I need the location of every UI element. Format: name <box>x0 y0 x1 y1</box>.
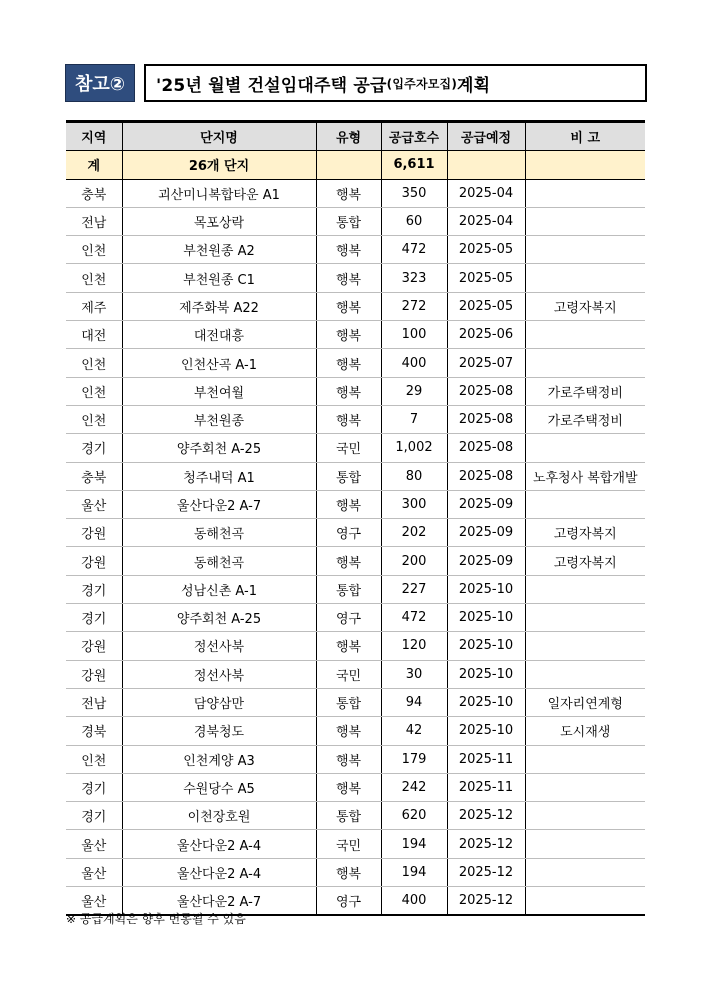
cell-name: 부천원종 A2 <box>122 236 316 264</box>
cell-region: 울산 <box>66 887 122 916</box>
cell-type: 행복 <box>316 632 381 660</box>
cell-units: 400 <box>381 887 447 916</box>
cell-type: 행복 <box>316 773 381 801</box>
cell-name: 경북청도 <box>122 717 316 745</box>
cell-name: 제주화북 A22 <box>122 292 316 320</box>
cell-note <box>525 660 645 688</box>
cell-note <box>525 179 645 207</box>
cell-note: 도시재생 <box>525 717 645 745</box>
cell-units: 400 <box>381 349 447 377</box>
column-header-note: 비 고 <box>525 122 645 151</box>
table-row <box>66 547 645 575</box>
cell-region: 인천 <box>66 236 122 264</box>
cell-type: 국민 <box>316 434 381 462</box>
supply-plan-table <box>66 120 645 916</box>
cell-region: 제주 <box>66 292 122 320</box>
table-row <box>66 858 645 886</box>
table-row <box>66 575 645 603</box>
cell-units: 472 <box>381 236 447 264</box>
total-type <box>316 151 381 179</box>
cell-type: 행복 <box>316 179 381 207</box>
table-row <box>66 377 645 405</box>
cell-name: 청주내덕 A1 <box>122 462 316 490</box>
total-region: 계 <box>66 151 122 179</box>
cell-type: 통합 <box>316 802 381 830</box>
cell-schedule: 2025-09 <box>447 547 525 575</box>
cell-region: 경기 <box>66 434 122 462</box>
cell-region: 인천 <box>66 405 122 433</box>
cell-type: 행복 <box>316 236 381 264</box>
cell-schedule: 2025-10 <box>447 604 525 632</box>
cell-type: 행복 <box>316 547 381 575</box>
table-row <box>66 434 645 462</box>
cell-units: 242 <box>381 773 447 801</box>
cell-name: 울산다운2 A-7 <box>122 887 316 916</box>
cell-units: 80 <box>381 462 447 490</box>
title-paren: (입주자모집) <box>386 76 458 91</box>
cell-schedule: 2025-12 <box>447 802 525 830</box>
column-header-schedule: 공급예정 <box>447 122 525 151</box>
cell-note: 가로주택정비 <box>525 377 645 405</box>
table-row <box>66 717 645 745</box>
cell-note: 고령자복지 <box>525 519 645 547</box>
cell-region: 울산 <box>66 490 122 518</box>
cell-type: 행복 <box>316 717 381 745</box>
cell-type: 통합 <box>316 688 381 716</box>
column-header-type: 유형 <box>316 122 381 151</box>
cell-schedule: 2025-10 <box>447 688 525 716</box>
cell-name: 울산다운2 A-4 <box>122 858 316 886</box>
cell-name: 부천원종 C1 <box>122 264 316 292</box>
cell-name: 대전대흥 <box>122 321 316 349</box>
cell-name: 동해천곡 <box>122 519 316 547</box>
cell-region: 경북 <box>66 717 122 745</box>
cell-units: 620 <box>381 802 447 830</box>
cell-note <box>525 575 645 603</box>
cell-type: 국민 <box>316 830 381 858</box>
cell-note <box>525 604 645 632</box>
table-row <box>66 490 645 518</box>
cell-type: 통합 <box>316 575 381 603</box>
cell-units: 7 <box>381 405 447 433</box>
table-row <box>66 179 645 207</box>
cell-type: 행복 <box>316 858 381 886</box>
cell-region: 경기 <box>66 802 122 830</box>
cell-note <box>525 802 645 830</box>
cell-name: 인천산곡 A-1 <box>122 349 316 377</box>
cell-units: 29 <box>381 377 447 405</box>
cell-type: 통합 <box>316 207 381 235</box>
cell-schedule: 2025-08 <box>447 405 525 433</box>
cell-schedule: 2025-10 <box>447 717 525 745</box>
cell-note: 고령자복지 <box>525 547 645 575</box>
cell-note <box>525 264 645 292</box>
cell-schedule: 2025-08 <box>447 434 525 462</box>
total-note <box>525 151 645 179</box>
cell-type: 행복 <box>316 264 381 292</box>
cell-units: 120 <box>381 632 447 660</box>
cell-region: 인천 <box>66 745 122 773</box>
table-row <box>66 802 645 830</box>
reference-badge: 참고② <box>65 64 135 102</box>
cell-schedule: 2025-07 <box>447 349 525 377</box>
table-row <box>66 688 645 716</box>
cell-region: 인천 <box>66 377 122 405</box>
cell-region: 대전 <box>66 321 122 349</box>
cell-note <box>525 490 645 518</box>
cell-schedule: 2025-09 <box>447 519 525 547</box>
table-row <box>66 462 645 490</box>
cell-schedule: 2025-10 <box>447 632 525 660</box>
cell-name: 정선사북 <box>122 660 316 688</box>
table-row <box>66 236 645 264</box>
cell-type: 행복 <box>316 405 381 433</box>
cell-units: 350 <box>381 179 447 207</box>
cell-schedule: 2025-05 <box>447 236 525 264</box>
cell-name: 수원당수 A5 <box>122 773 316 801</box>
cell-note <box>525 745 645 773</box>
table-row <box>66 349 645 377</box>
table-row <box>66 632 645 660</box>
cell-units: 94 <box>381 688 447 716</box>
cell-region: 충북 <box>66 462 122 490</box>
document-title <box>144 64 647 102</box>
cell-note <box>525 830 645 858</box>
table-row <box>66 292 645 320</box>
title-end: 계획 <box>457 75 491 96</box>
column-header-region: 지역 <box>66 122 122 151</box>
cell-units: 42 <box>381 717 447 745</box>
cell-units: 200 <box>381 547 447 575</box>
cell-region: 충북 <box>66 179 122 207</box>
table-row <box>66 519 645 547</box>
cell-units: 30 <box>381 660 447 688</box>
cell-note <box>525 632 645 660</box>
cell-type: 영구 <box>316 887 381 916</box>
table-row <box>66 830 645 858</box>
cell-type: 행복 <box>316 292 381 320</box>
cell-note: 노후청사 복합개발 <box>525 462 645 490</box>
cell-name: 동해천곡 <box>122 547 316 575</box>
cell-name: 울산다운2 A-4 <box>122 830 316 858</box>
cell-units: 60 <box>381 207 447 235</box>
cell-note: 고령자복지 <box>525 292 645 320</box>
cell-schedule: 2025-11 <box>447 773 525 801</box>
cell-region: 전남 <box>66 688 122 716</box>
cell-note <box>525 321 645 349</box>
cell-name: 부천여월 <box>122 377 316 405</box>
total-name: 26개 단지 <box>122 151 316 179</box>
cell-region: 울산 <box>66 830 122 858</box>
cell-schedule: 2025-06 <box>447 321 525 349</box>
table-row <box>66 745 645 773</box>
cell-schedule: 2025-12 <box>447 858 525 886</box>
cell-schedule: 2025-04 <box>447 207 525 235</box>
cell-schedule: 2025-04 <box>447 179 525 207</box>
cell-units: 1,002 <box>381 434 447 462</box>
cell-name: 양주회천 A-25 <box>122 434 316 462</box>
total-schedule <box>447 151 525 179</box>
cell-region: 인천 <box>66 349 122 377</box>
table-row <box>66 604 645 632</box>
cell-schedule: 2025-05 <box>447 264 525 292</box>
cell-region: 전남 <box>66 207 122 235</box>
total-row <box>66 151 645 179</box>
column-header-name: 단지명 <box>122 122 316 151</box>
cell-name: 인천계양 A3 <box>122 745 316 773</box>
cell-schedule: 2025-11 <box>447 745 525 773</box>
cell-region: 인천 <box>66 264 122 292</box>
cell-name: 부천원종 <box>122 405 316 433</box>
cell-region: 강원 <box>66 547 122 575</box>
total-units: 6,611 <box>381 151 447 179</box>
table-row <box>66 264 645 292</box>
cell-units: 100 <box>381 321 447 349</box>
cell-region: 강원 <box>66 519 122 547</box>
cell-note: 일자리연계형 <box>525 688 645 716</box>
cell-type: 행복 <box>316 745 381 773</box>
cell-note: 가로주택정비 <box>525 405 645 433</box>
cell-name: 성남신촌 A-1 <box>122 575 316 603</box>
title-main: '25년 월별 건설임대주택 공급 <box>156 75 387 96</box>
cell-note <box>525 434 645 462</box>
cell-schedule: 2025-10 <box>447 660 525 688</box>
cell-type: 통합 <box>316 462 381 490</box>
cell-type: 행복 <box>316 321 381 349</box>
cell-note <box>525 773 645 801</box>
cell-name: 울산다운2 A-7 <box>122 490 316 518</box>
cell-name: 담양삼만 <box>122 688 316 716</box>
cell-schedule: 2025-09 <box>447 490 525 518</box>
cell-region: 경기 <box>66 575 122 603</box>
table-row <box>66 321 645 349</box>
cell-units: 194 <box>381 858 447 886</box>
table-header-row <box>66 122 645 151</box>
cell-name: 이천장호원 <box>122 802 316 830</box>
cell-type: 국민 <box>316 660 381 688</box>
cell-units: 300 <box>381 490 447 518</box>
cell-region: 울산 <box>66 858 122 886</box>
cell-type: 행복 <box>316 349 381 377</box>
cell-region: 경기 <box>66 604 122 632</box>
cell-units: 272 <box>381 292 447 320</box>
cell-schedule: 2025-05 <box>447 292 525 320</box>
cell-schedule: 2025-08 <box>447 377 525 405</box>
cell-name: 목포상락 <box>122 207 316 235</box>
table-row <box>66 207 645 235</box>
cell-note <box>525 887 645 916</box>
cell-name: 양주회천 A-25 <box>122 604 316 632</box>
column-header-units: 공급호수 <box>381 122 447 151</box>
cell-schedule: 2025-12 <box>447 887 525 916</box>
cell-type: 영구 <box>316 519 381 547</box>
cell-note <box>525 349 645 377</box>
cell-name: 괴산미니복합타운 A1 <box>122 179 316 207</box>
cell-schedule: 2025-08 <box>447 462 525 490</box>
cell-units: 194 <box>381 830 447 858</box>
cell-units: 202 <box>381 519 447 547</box>
cell-units: 472 <box>381 604 447 632</box>
cell-schedule: 2025-12 <box>447 830 525 858</box>
document-header <box>65 64 647 102</box>
cell-region: 경기 <box>66 773 122 801</box>
table-row <box>66 773 645 801</box>
footnote: ※ 공급계획은 향후 변동될 수 있음 <box>66 912 246 926</box>
cell-note <box>525 207 645 235</box>
cell-name: 정선사북 <box>122 632 316 660</box>
cell-type: 영구 <box>316 604 381 632</box>
cell-units: 179 <box>381 745 447 773</box>
cell-schedule: 2025-10 <box>447 575 525 603</box>
cell-units: 323 <box>381 264 447 292</box>
cell-type: 행복 <box>316 490 381 518</box>
cell-note <box>525 858 645 886</box>
cell-type: 행복 <box>316 377 381 405</box>
table-row <box>66 405 645 433</box>
cell-region: 강원 <box>66 660 122 688</box>
cell-region: 강원 <box>66 632 122 660</box>
cell-units: 227 <box>381 575 447 603</box>
cell-note <box>525 236 645 264</box>
table-row <box>66 660 645 688</box>
